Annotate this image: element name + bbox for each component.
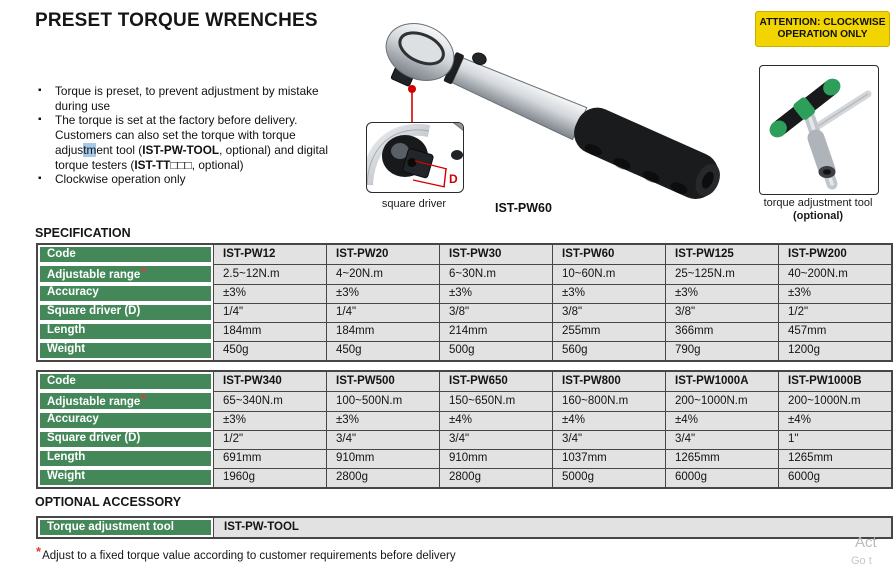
feature-text-segment: Torque is preset, to prevent adjustment by mistake during use (55, 84, 319, 113)
spec-cell: IST-PW1000B (778, 372, 891, 391)
spec-cell: IST-PW200 (778, 245, 891, 264)
spec-cell: 450g (326, 341, 439, 360)
spec-cell: 200~1000N.m (778, 391, 891, 411)
spec-cell: 100~500N.m (326, 391, 439, 411)
spec-row-label: Code (38, 372, 213, 391)
feature-item (36, 84, 331, 113)
spec-row (38, 372, 891, 391)
spec-cell: 2800g (326, 468, 439, 487)
spec-row-label: Length (38, 449, 213, 468)
feature-text-segment: IST-TT (134, 157, 171, 172)
spec-cell: 150~650N.m (439, 391, 552, 411)
spec-cell: IST-PW800 (552, 372, 665, 391)
footnote (36, 544, 456, 562)
spec-row-label: Accuracy (38, 284, 213, 303)
spec-cell: 691mm (213, 449, 326, 468)
spec-cell: ±3% (665, 284, 778, 303)
square-driver-caption: square driver (381, 198, 447, 210)
feature-text-segment: The torque is set at the factory before delivery. Customers can also set the torque with torque adjus (55, 113, 298, 157)
footnote-text: Adjust to a fixed torque value according to customer requirements before delivery (42, 550, 456, 562)
spec-cell: 910mm (439, 449, 552, 468)
spec-cell: 457mm (778, 322, 891, 341)
spec-row-label: Length (38, 322, 213, 341)
spec-row (38, 411, 891, 430)
accessory-value: IST-PW-TOOL (213, 518, 891, 537)
attention-line1: ATTENTION: CLOCKWISE (759, 16, 886, 28)
spec-cell: 1/4" (213, 303, 326, 322)
spec-cell: 3/4" (439, 430, 552, 449)
specification-heading: SPECIFICATION (35, 226, 131, 240)
spec-row (38, 449, 891, 468)
spec-cell: 560g (552, 341, 665, 360)
attention-line2: OPERATION ONLY (777, 29, 868, 40)
dimension-d-label: D (449, 172, 458, 186)
spec-cell: 160~800N.m (552, 391, 665, 411)
spec-row (38, 245, 891, 264)
optional-accessory-table (36, 516, 893, 539)
spec-row-label: Weight (38, 468, 213, 487)
spec-cell: 10~60N.m (552, 264, 665, 284)
spec-cell: ±3% (326, 411, 439, 430)
spec-cell: 1/2" (213, 430, 326, 449)
spec-cell: 1/4" (326, 303, 439, 322)
spec-row-label: Adjustable range* (38, 391, 213, 411)
spec-row (38, 264, 891, 284)
windows-watermark-line2: Go t (851, 555, 872, 567)
spec-row-label: Weight (38, 341, 213, 360)
feature-list (36, 84, 331, 187)
feature-text-segment: ent tool ( (96, 142, 143, 157)
spec-cell: ±4% (439, 411, 552, 430)
spec-cell: 3/4" (665, 430, 778, 449)
spec-cell: 184mm (326, 322, 439, 341)
spec-row-label: Square driver (D) (38, 303, 213, 322)
spec-cell: ±3% (213, 411, 326, 430)
spec-row (38, 341, 891, 360)
spec-cell: ±3% (552, 284, 665, 303)
spec-cell: ±3% (213, 284, 326, 303)
spec-cell: 40~200N.m (778, 264, 891, 284)
spec-cell: 200~1000N.m (665, 391, 778, 411)
spec-cell: 1037mm (552, 449, 665, 468)
spec-row (38, 322, 891, 341)
feature-text-segment: IST-PW-TOOL (142, 142, 220, 157)
spec-cell: ±4% (552, 411, 665, 430)
specification-table-1 (36, 243, 893, 362)
spec-cell: IST-PW1000A (665, 372, 778, 391)
spec-cell: 255mm (552, 322, 665, 341)
adjustment-tool-optional-note: (optional) (792, 210, 844, 222)
spec-row-label: Code (38, 245, 213, 264)
page-title: PRESET TORQUE WRENCHES (35, 10, 318, 31)
feature-item (36, 113, 331, 172)
spec-cell: ±3% (778, 284, 891, 303)
spec-cell: IST-PW30 (439, 245, 552, 264)
feature-item (36, 172, 331, 187)
windows-watermark-line1: Act (855, 534, 877, 551)
spec-row-label: Adjustable range* (38, 264, 213, 284)
spec-cell: ±3% (326, 284, 439, 303)
spec-cell: 2800g (439, 468, 552, 487)
adjustment-tool-illustration (760, 66, 878, 194)
spec-row (38, 284, 891, 303)
spec-cell: IST-PW125 (665, 245, 778, 264)
spec-cell: 6~30N.m (439, 264, 552, 284)
spec-row (38, 430, 891, 449)
spec-row-label: Square driver (D) (38, 430, 213, 449)
spec-cell: 1265mm (665, 449, 778, 468)
spec-row (38, 303, 891, 322)
spec-cell: 1960g (213, 468, 326, 487)
spec-cell: 3/8" (552, 303, 665, 322)
spec-cell: 500g (439, 341, 552, 360)
square-driver-illustration (367, 123, 463, 191)
spec-cell: ±4% (778, 411, 891, 430)
spec-cell: 910mm (326, 449, 439, 468)
spec-row (38, 391, 891, 411)
adjustment-tool-image (759, 65, 879, 195)
spec-cell: IST-PW60 (552, 245, 665, 264)
spec-cell: IST-PW12 (213, 245, 326, 264)
spec-cell: IST-PW20 (326, 245, 439, 264)
spec-cell: 65~340N.m (213, 391, 326, 411)
square-driver-callout-image (366, 122, 464, 193)
footnote-asterisk-marker: * (36, 544, 42, 559)
spec-cell: IST-PW500 (326, 372, 439, 391)
spec-cell: 6000g (665, 468, 778, 487)
spec-cell: 184mm (213, 322, 326, 341)
spec-cell: ±3% (439, 284, 552, 303)
feature-text-segment: , optional) and digital torque testers ( (55, 142, 328, 172)
accessory-label: Torque adjustment tool (38, 518, 213, 537)
model-label: IST-PW60 (495, 201, 552, 215)
spec-row-label: Accuracy (38, 411, 213, 430)
spec-cell: 3/4" (552, 430, 665, 449)
specification-table-2 (36, 370, 893, 489)
adjustment-tool-caption: torque adjustment tool (763, 197, 873, 209)
feature-text-segment: tm (83, 142, 97, 157)
asterisk-marker: * (141, 392, 146, 406)
spec-cell: 3/4" (326, 430, 439, 449)
spec-cell: 1" (778, 430, 891, 449)
spec-cell: 1/2" (778, 303, 891, 322)
asterisk-marker: * (141, 265, 146, 279)
spec-cell: 366mm (665, 322, 778, 341)
accessory-row (38, 518, 891, 537)
feature-text-segment: □□□, optional) (170, 157, 244, 172)
spec-cell: 450g (213, 341, 326, 360)
spec-cell: 3/8" (665, 303, 778, 322)
spec-cell: 1265mm (778, 449, 891, 468)
feature-text-segment: Clockwise operation only (55, 172, 186, 187)
spec-cell: 5000g (552, 468, 665, 487)
spec-row (38, 468, 891, 487)
spec-cell: 4~20N.m (326, 264, 439, 284)
callout-connector-line (402, 82, 424, 126)
spec-cell: 6000g (778, 468, 891, 487)
spec-cell: IST-PW340 (213, 372, 326, 391)
spec-cell: 2.5~12N.m (213, 264, 326, 284)
spec-cell: 25~125N.m (665, 264, 778, 284)
optional-accessory-heading: OPTIONAL ACCESSORY (35, 495, 182, 509)
spec-cell: 1200g (778, 341, 891, 360)
spec-cell: 214mm (439, 322, 552, 341)
spec-cell: 790g (665, 341, 778, 360)
spec-cell: ±4% (665, 411, 778, 430)
spec-cell: IST-PW650 (439, 372, 552, 391)
spec-cell: 3/8" (439, 303, 552, 322)
attention-banner (755, 11, 890, 47)
